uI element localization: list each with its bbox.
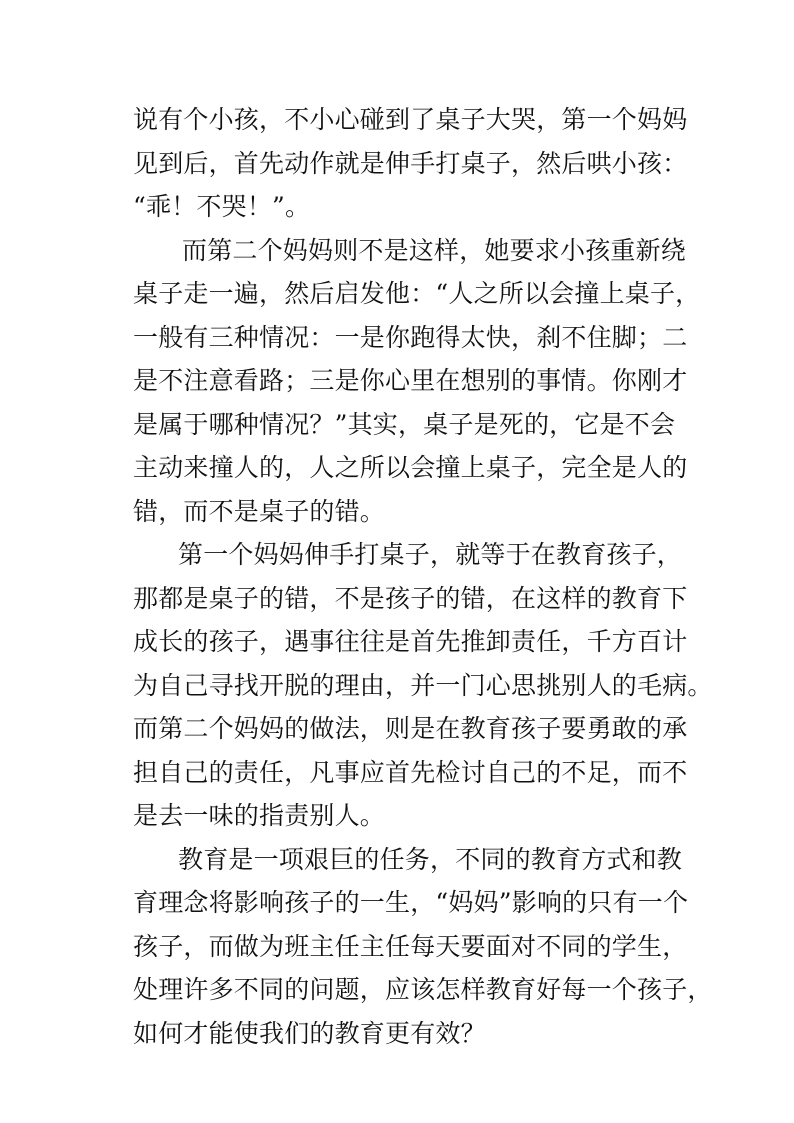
text-line: 桌子走一遍，然后启发他：“人之所以会撞上桌子， bbox=[133, 279, 701, 308]
text-line: 担自己的责任，凡事应首先检讨自己的不足，而不 bbox=[133, 757, 688, 787]
text-line: 如何才能使我们的教育更有效？ bbox=[133, 1018, 486, 1048]
text-line: 孩子，而做为班主任主任每天要面对不同的学生， bbox=[133, 931, 688, 961]
text-line: 主动来撞人的，人之所以会撞上桌子，完全是人的 bbox=[133, 453, 688, 482]
text-line: 育理念将影响孩子的一生，“妈妈”影响的只有一个 bbox=[133, 888, 689, 917]
text-line: 一般有三种情况：一是你跑得太快，刹不住脚；二 bbox=[133, 322, 688, 352]
text-line: “乖！不哭！”。 bbox=[133, 192, 311, 221]
text-line: 是属于哪种情况？”其实，桌子是死的，它是不会 bbox=[133, 409, 676, 439]
document-body bbox=[133, 98, 713, 1055]
text-line: 是去一味的指责别人。 bbox=[133, 801, 386, 830]
paragraph-start-line: 而第二个妈妈则不是这样，她要求小孩重新绕 bbox=[182, 235, 687, 265]
text-line: 那都是桌子的错，不是孩子的错，在这样的教育下 bbox=[133, 583, 688, 613]
paragraph-start-line: 第一个妈妈伸手打桌子，就等于在教育孩子， bbox=[178, 540, 683, 569]
text-line: 说有个小孩，不小心碰到了桌子大哭，第一个妈妈 bbox=[133, 105, 688, 134]
text-line: 错，而不是桌子的错。 bbox=[133, 496, 386, 526]
text-line: 为自己寻找开脱的理由，并一门心思挑别人的毛病。 bbox=[133, 670, 713, 700]
text-line: 而第二个妈妈的做法，则是在教育孩子要勇敢的承 bbox=[133, 714, 688, 743]
text-line: 是不注意看路；三是你心里在想别的事情。你刚才 bbox=[133, 366, 688, 395]
text-line: 处理许多不同的问题，应该怎样教育好每一个孩子， bbox=[133, 975, 713, 1004]
text-line: 见到后，首先动作就是伸手打桌子，然后哄小孩： bbox=[133, 148, 688, 178]
paragraph-start-line: 教育是一项艰巨的任务，不同的教育方式和教 bbox=[178, 844, 683, 874]
text-line: 成长的孩子，遇事往往是首先推卸责任，千方百计 bbox=[133, 627, 688, 656]
